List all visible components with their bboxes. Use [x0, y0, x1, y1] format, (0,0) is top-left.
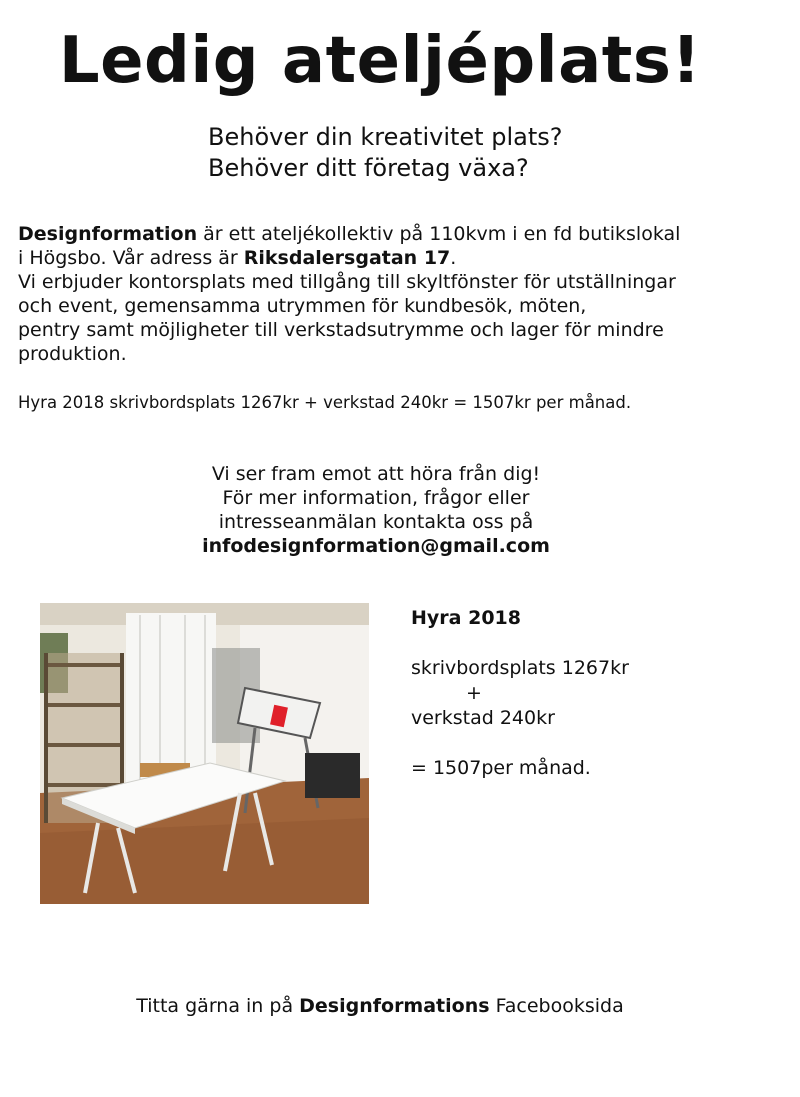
company-name: Designformation	[18, 223, 198, 245]
footer-suffix: Facebooksida	[489, 995, 624, 1017]
intro-text-3: .	[450, 247, 457, 269]
intro-text-1: är ett ateljékollektiv på 110kvm i en fd butikslokal	[197, 223, 681, 245]
rent-plus: +	[466, 682, 482, 704]
footer-prefix: Titta gärna in på	[136, 995, 300, 1017]
rent-box-title: Hyra 2018	[411, 607, 521, 629]
subtitle-line-1: Behöver din kreativitet plats?	[208, 123, 563, 151]
contact-line-1: Vi ser fram emot att höra från dig!	[211, 463, 541, 485]
rent-total: = 1507per månad.	[411, 757, 591, 779]
intro-line-5: pentry samt möjligheter till verkstadsutrymme och lager för mindre	[18, 319, 664, 341]
subtitle-line-2: Behöver ditt företag växa?	[208, 154, 529, 182]
contact-block	[0, 462, 752, 558]
subtitle	[208, 122, 562, 184]
intro-line-6: produktion.	[18, 343, 127, 365]
rent-desk: skrivbordsplats 1267kr	[411, 657, 629, 679]
footer	[0, 994, 760, 1018]
intro-line-4: och event, gemensamma utrymmen för kundbesök, möten,	[18, 295, 587, 317]
contact-line-2: För mer information, frågor eller	[222, 487, 530, 509]
intro-line-3: Vi erbjuder kontorsplats med tillgång till skyltfönster för utställningar	[18, 271, 676, 293]
footer-company: Designformations	[299, 995, 490, 1017]
page-title: Ledig ateljéplats!	[58, 24, 702, 98]
rent-box	[411, 606, 781, 781]
address: Riksdalersgatan 17	[243, 247, 451, 269]
intro-paragraph	[18, 222, 788, 366]
contact-line-3: intresseanmälan kontakta oss på	[218, 511, 534, 533]
contact-email[interactable]: infodesignformation@gmail.com	[202, 535, 550, 557]
rent-workshop: verkstad 240kr	[411, 707, 555, 729]
intro-line-1	[18, 222, 788, 246]
studio-photo	[40, 603, 369, 904]
rent-summary-line: Hyra 2018 skrivbordsplats 1267kr + verkstad 240kr = 1507kr per månad.	[18, 393, 632, 412]
intro-line-2	[18, 246, 788, 270]
intro-text-2: i Högsbo. Vår adress är	[18, 247, 244, 269]
